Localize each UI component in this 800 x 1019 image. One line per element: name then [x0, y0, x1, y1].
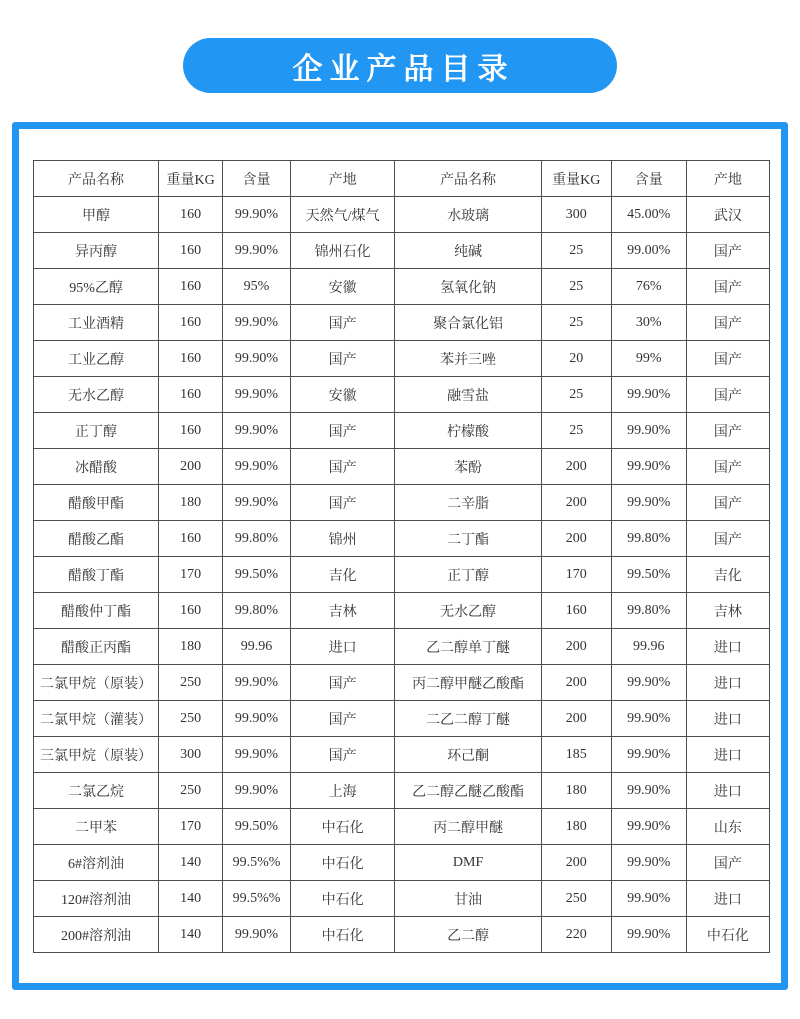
table-cell: 99.90%	[611, 377, 686, 413]
table-cell: 99.90%	[611, 845, 686, 881]
table-cell: 140	[159, 881, 223, 917]
table-cell: 山东	[686, 809, 769, 845]
table-cell: 99.90%	[611, 413, 686, 449]
table-cell: 进口	[686, 701, 769, 737]
table-cell: 200	[541, 449, 611, 485]
table-cell: 中石化	[290, 881, 395, 917]
table-cell: 醋酸正丙酯	[34, 629, 159, 665]
table-cell: 国产	[686, 413, 769, 449]
table-cell: 180	[541, 773, 611, 809]
table-cell: 安徽	[290, 269, 395, 305]
table-row	[34, 773, 770, 809]
table-cell: 国产	[290, 449, 395, 485]
table-cell: 99.90%	[223, 341, 291, 377]
table-cell: 99.90%	[611, 737, 686, 773]
table-cell: 融雪盐	[395, 377, 541, 413]
table-cell: 甘油	[395, 881, 541, 917]
table-cell: 中石化	[290, 845, 395, 881]
table-cell: 国产	[290, 665, 395, 701]
table-cell: 300	[541, 197, 611, 233]
table-cell: 30%	[611, 305, 686, 341]
table-cell: 200	[541, 629, 611, 665]
table-cell: 99.90%	[223, 305, 291, 341]
table-cell: 99.90%	[223, 413, 291, 449]
table-cell: 国产	[290, 413, 395, 449]
table-cell: 300	[159, 737, 223, 773]
table-cell: 185	[541, 737, 611, 773]
table-row	[34, 377, 770, 413]
table-cell: 无水乙醇	[395, 593, 541, 629]
table-cell: 99.90%	[223, 377, 291, 413]
column-header: 产品名称	[34, 161, 159, 197]
table-cell: 250	[159, 773, 223, 809]
table-row	[34, 413, 770, 449]
table-row	[34, 233, 770, 269]
page-title: 企业产品目录	[292, 52, 515, 86]
table-cell: 180	[541, 809, 611, 845]
table-cell: 99.90%	[223, 449, 291, 485]
table-cell: 99.50%	[223, 809, 291, 845]
column-header: 含量	[223, 161, 291, 197]
table-cell: 二氯甲烷（灌装）	[34, 701, 159, 737]
table-cell: 170	[159, 809, 223, 845]
table-cell: 160	[159, 305, 223, 341]
table-cell: 国产	[290, 305, 395, 341]
table-cell: 二氯甲烷（原装）	[34, 665, 159, 701]
table-cell: 99.90%	[223, 485, 291, 521]
table-cell: 乙二醇乙醚乙酸酯	[395, 773, 541, 809]
table-row	[34, 269, 770, 305]
table-cell: 160	[159, 233, 223, 269]
table-cell: 醋酸甲酯	[34, 485, 159, 521]
table-row	[34, 305, 770, 341]
table-cell: 进口	[686, 665, 769, 701]
table-cell: 醋酸仲丁酯	[34, 593, 159, 629]
table-cell: 99.00%	[611, 233, 686, 269]
table-row	[34, 809, 770, 845]
table-cell: 吉林	[290, 593, 395, 629]
table-cell: 25	[541, 233, 611, 269]
table-cell: 200	[159, 449, 223, 485]
table-cell: 220	[541, 917, 611, 953]
table-cell: 进口	[686, 773, 769, 809]
table-cell: 二甲苯	[34, 809, 159, 845]
table-cell: 25	[541, 413, 611, 449]
table-cell: 99.90%	[223, 701, 291, 737]
table-cell: 99.5%%	[223, 881, 291, 917]
content-frame	[12, 122, 788, 990]
table-cell: 乙二醇单丁醚	[395, 629, 541, 665]
table-cell: 45.00%	[611, 197, 686, 233]
table-cell: 20	[541, 341, 611, 377]
table-cell: 锦州	[290, 521, 395, 557]
table-cell: 三氯甲烷（原装）	[34, 737, 159, 773]
table-row	[34, 197, 770, 233]
table-cell: 99.90%	[223, 665, 291, 701]
table-cell: 武汉	[686, 197, 769, 233]
table-cell: 国产	[686, 269, 769, 305]
table-cell: 160	[159, 341, 223, 377]
table-cell: 国产	[686, 377, 769, 413]
table-cell: 99.96	[223, 629, 291, 665]
table-row	[34, 521, 770, 557]
table-cell: 99.80%	[223, 593, 291, 629]
table-row	[34, 701, 770, 737]
table-cell: 99.5%%	[223, 845, 291, 881]
table-cell: 180	[159, 485, 223, 521]
table-row	[34, 341, 770, 377]
table-cell: 160	[159, 413, 223, 449]
table-cell: 聚合氯化铝	[395, 305, 541, 341]
table-row	[34, 449, 770, 485]
table-cell: 中石化	[290, 809, 395, 845]
table-cell: 99.90%	[223, 773, 291, 809]
table-cell: 进口	[686, 881, 769, 917]
table-cell: 水玻璃	[395, 197, 541, 233]
table-cell: 苯酚	[395, 449, 541, 485]
table-cell: 国产	[686, 521, 769, 557]
table-header-row	[34, 161, 770, 197]
table-cell: 丙二醇甲醚	[395, 809, 541, 845]
page-title-banner	[183, 38, 617, 93]
product-table	[33, 160, 770, 953]
table-cell: DMF	[395, 845, 541, 881]
table-cell: 二辛脂	[395, 485, 541, 521]
table-cell: 99.90%	[611, 665, 686, 701]
table-cell: 天然气/煤气	[290, 197, 395, 233]
table-cell: 170	[159, 557, 223, 593]
table-cell: 二丁酯	[395, 521, 541, 557]
table-cell: 乙二醇	[395, 917, 541, 953]
table-cell: 进口	[290, 629, 395, 665]
table-row	[34, 593, 770, 629]
table-cell: 正丁醇	[395, 557, 541, 593]
table-cell: 中石化	[290, 917, 395, 953]
table-row	[34, 737, 770, 773]
table-cell: 国产	[686, 341, 769, 377]
table-cell: 76%	[611, 269, 686, 305]
table-cell: 25	[541, 377, 611, 413]
column-header: 重量KG	[541, 161, 611, 197]
table-cell: 180	[159, 629, 223, 665]
table-cell: 99.90%	[611, 701, 686, 737]
column-header: 含量	[611, 161, 686, 197]
table-cell: 250	[159, 701, 223, 737]
table-cell: 环己酮	[395, 737, 541, 773]
table-cell: 异丙醇	[34, 233, 159, 269]
table-cell: 丙二醇甲醚乙酸酯	[395, 665, 541, 701]
table-cell: 95%乙醇	[34, 269, 159, 305]
table-cell: 中石化	[686, 917, 769, 953]
table-cell: 工业乙醇	[34, 341, 159, 377]
table-cell: 进口	[686, 737, 769, 773]
table-cell: 99.80%	[611, 521, 686, 557]
table-cell: 国产	[686, 305, 769, 341]
table-cell: 99.50%	[611, 557, 686, 593]
table-cell: 氢氧化钠	[395, 269, 541, 305]
table-cell: 99%	[611, 341, 686, 377]
table-cell: 无水乙醇	[34, 377, 159, 413]
table-cell: 99.80%	[223, 521, 291, 557]
table-cell: 160	[159, 593, 223, 629]
table-cell: 160	[159, 521, 223, 557]
table-cell: 苯并三唑	[395, 341, 541, 377]
table-cell: 纯碱	[395, 233, 541, 269]
table-cell: 国产	[686, 449, 769, 485]
table-cell: 99.90%	[611, 809, 686, 845]
table-cell: 上海	[290, 773, 395, 809]
table-cell: 二氯乙烷	[34, 773, 159, 809]
table-cell: 安徽	[290, 377, 395, 413]
table-cell: 99.90%	[223, 197, 291, 233]
table-cell: 200#溶剂油	[34, 917, 159, 953]
table-cell: 160	[541, 593, 611, 629]
table-cell: 工业酒精	[34, 305, 159, 341]
column-header: 产地	[290, 161, 395, 197]
table-cell: 250	[159, 665, 223, 701]
table-cell: 醋酸丁酯	[34, 557, 159, 593]
table-cell: 200	[541, 665, 611, 701]
table-cell: 进口	[686, 629, 769, 665]
table-cell: 99.90%	[611, 449, 686, 485]
table-cell: 国产	[686, 233, 769, 269]
table-cell: 99.90%	[223, 737, 291, 773]
table-cell: 99.80%	[611, 593, 686, 629]
table-row	[34, 881, 770, 917]
table-cell: 国产	[290, 701, 395, 737]
table-cell: 99.90%	[223, 917, 291, 953]
table-cell: 吉化	[290, 557, 395, 593]
table-cell: 160	[159, 377, 223, 413]
table-cell: 吉林	[686, 593, 769, 629]
table-cell: 99.96	[611, 629, 686, 665]
table-cell: 99.50%	[223, 557, 291, 593]
table-cell: 99.90%	[611, 917, 686, 953]
table-cell: 二乙二醇丁醚	[395, 701, 541, 737]
table-cell: 正丁醇	[34, 413, 159, 449]
column-header: 产地	[686, 161, 769, 197]
table-cell: 国产	[290, 737, 395, 773]
table-row	[34, 629, 770, 665]
table-cell: 国产	[290, 485, 395, 521]
table-cell: 200	[541, 701, 611, 737]
table-cell: 冰醋酸	[34, 449, 159, 485]
table-cell: 甲醇	[34, 197, 159, 233]
table-cell: 醋酸乙酯	[34, 521, 159, 557]
table-cell: 25	[541, 305, 611, 341]
table-cell: 99.90%	[611, 773, 686, 809]
table-cell: 99.90%	[611, 485, 686, 521]
table-cell: 160	[159, 197, 223, 233]
table-cell: 99.90%	[611, 881, 686, 917]
column-header: 重量KG	[159, 161, 223, 197]
table-cell: 200	[541, 521, 611, 557]
table-cell: 锦州石化	[290, 233, 395, 269]
table-cell: 170	[541, 557, 611, 593]
table-cell: 柠檬酸	[395, 413, 541, 449]
column-header: 产品名称	[395, 161, 541, 197]
table-body	[34, 197, 770, 953]
table-cell: 国产	[686, 845, 769, 881]
table-cell: 140	[159, 845, 223, 881]
table-cell: 95%	[223, 269, 291, 305]
table-row	[34, 485, 770, 521]
table-cell: 国产	[686, 485, 769, 521]
table-cell: 120#溶剂油	[34, 881, 159, 917]
table-cell: 140	[159, 917, 223, 953]
table-cell: 200	[541, 485, 611, 521]
table-cell: 200	[541, 845, 611, 881]
table-row	[34, 845, 770, 881]
table-row	[34, 917, 770, 953]
table-row	[34, 557, 770, 593]
table-row	[34, 665, 770, 701]
table-cell: 国产	[290, 341, 395, 377]
table-cell: 250	[541, 881, 611, 917]
table-cell: 99.90%	[223, 233, 291, 269]
table-cell: 25	[541, 269, 611, 305]
table-cell: 160	[159, 269, 223, 305]
table-cell: 6#溶剂油	[34, 845, 159, 881]
table-cell: 吉化	[686, 557, 769, 593]
